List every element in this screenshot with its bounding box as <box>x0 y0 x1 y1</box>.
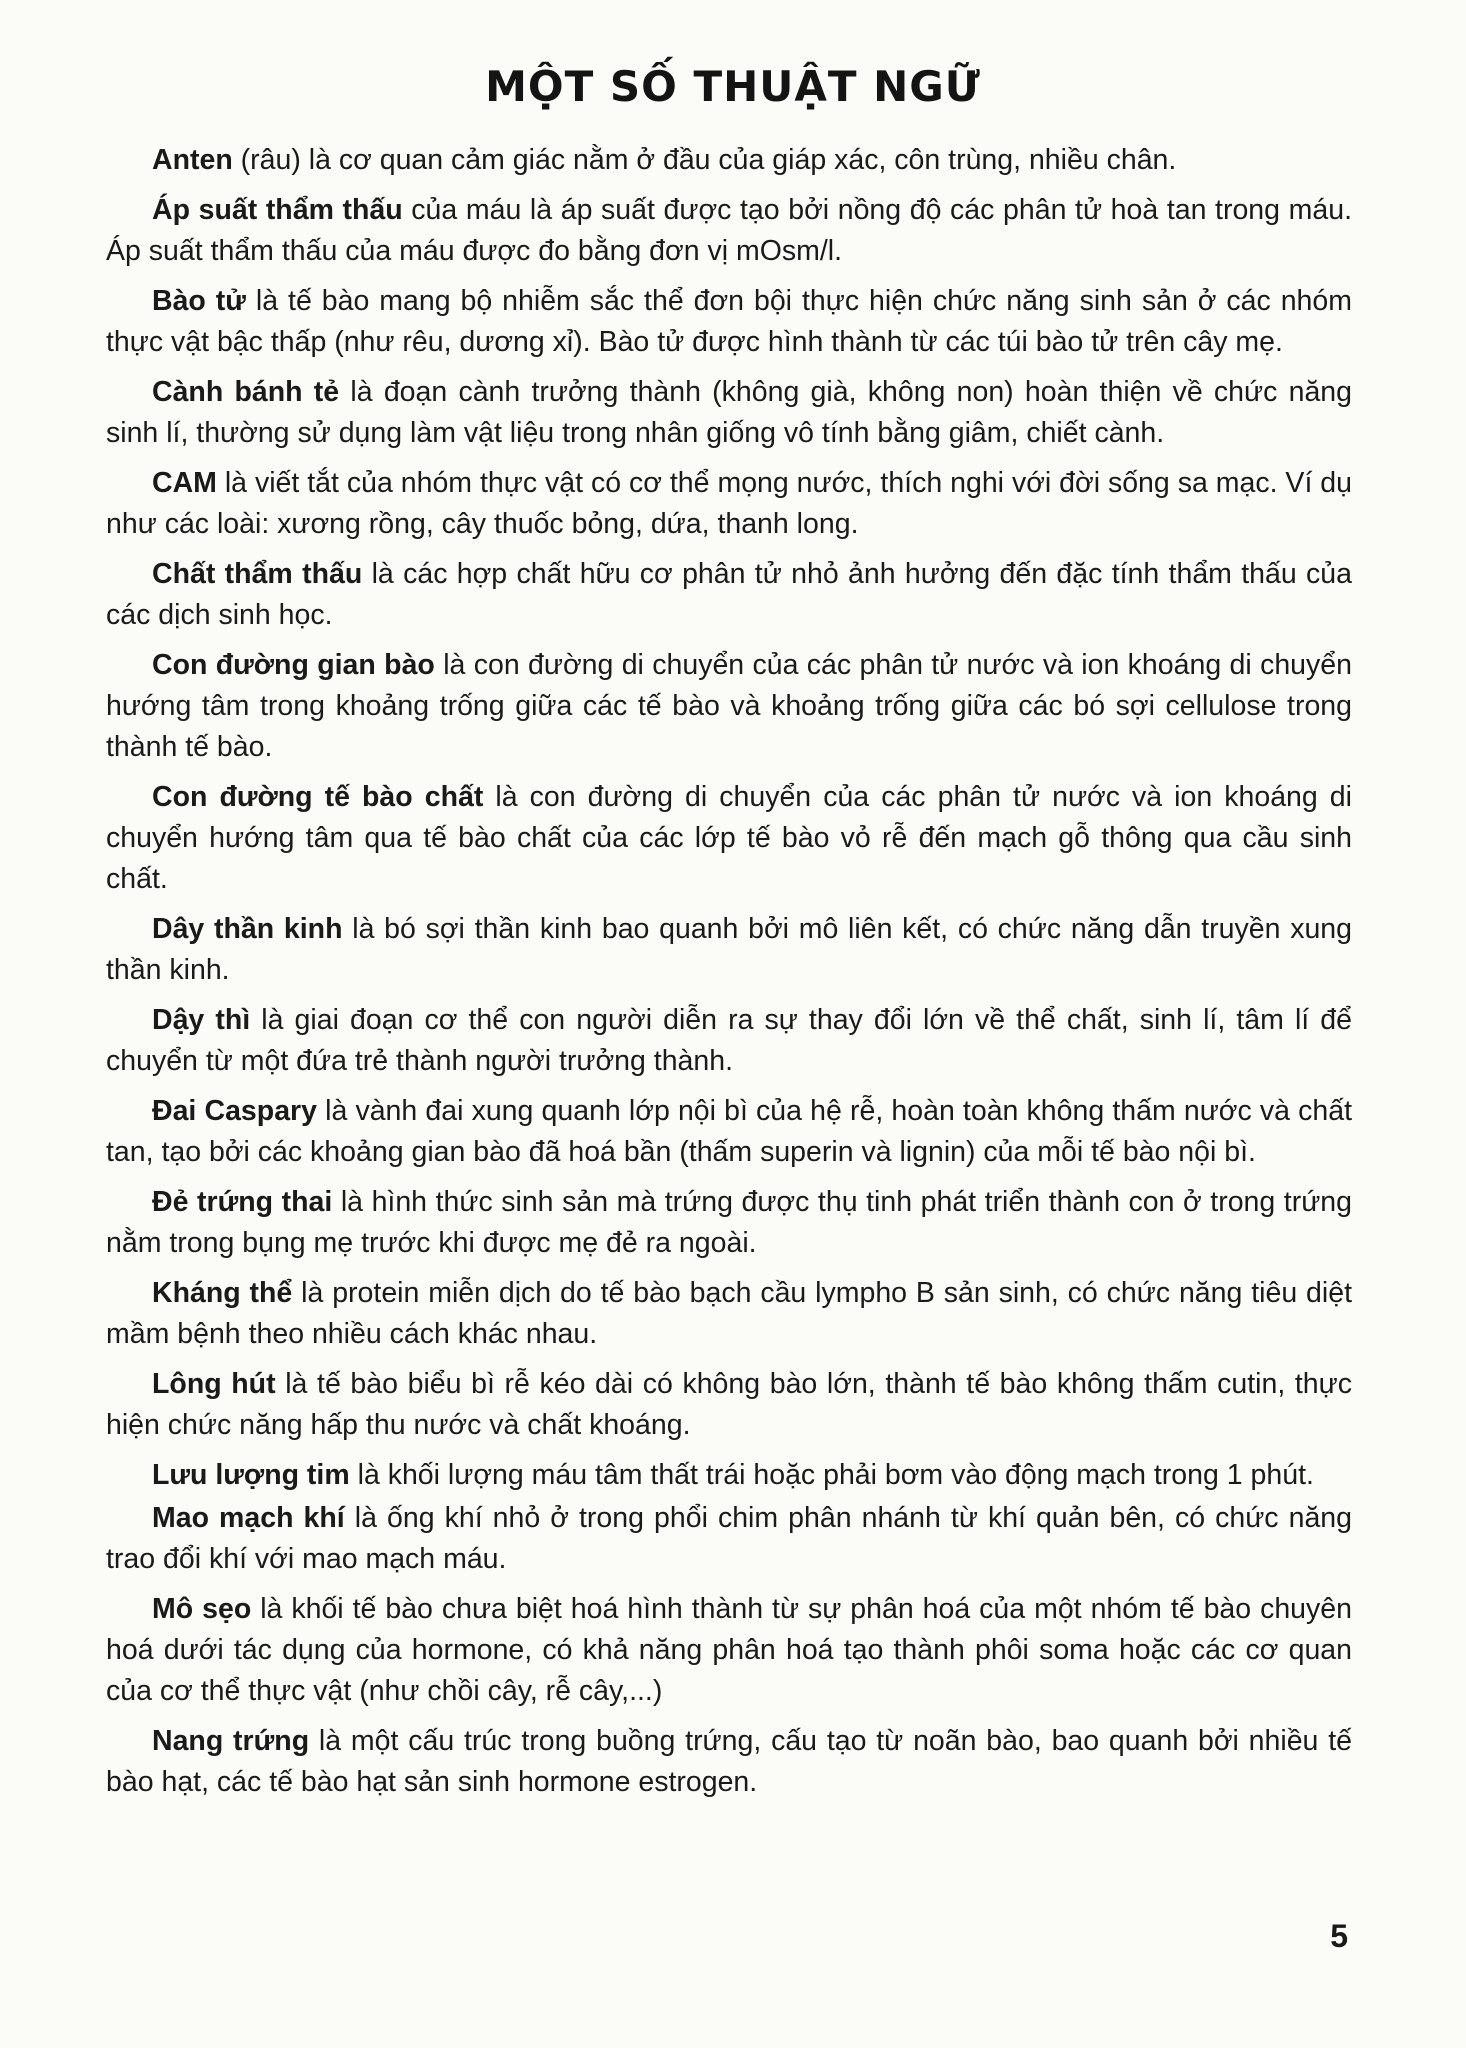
glossary-entry-day-thi <box>106 1000 1352 1082</box>
glossary-term: Mao mạch khí <box>152 1502 345 1534</box>
glossary-term: Bào tử <box>152 285 246 317</box>
glossary-term: Đẻ trứng thai <box>152 1186 333 1218</box>
glossary-term: Nang trứng <box>152 1725 310 1757</box>
glossary-term: Con đường gian bào <box>152 649 435 681</box>
glossary-definition: là các hợp chất hữu cơ phân tử nhỏ ảnh hưởng đến đặc tính thẩm thấu của các dịch sinh học. <box>106 558 1352 631</box>
glossary-term: Lông hút <box>152 1368 276 1400</box>
glossary-entry-con-duong-te-bao-chat <box>106 777 1352 900</box>
glossary-term: Chất thẩm thấu <box>152 558 363 590</box>
glossary-definition: là vành đai xung quanh lớp nội bì của hệ rễ, hoàn toàn không thấm nước và chất tan, tạo bởi các khoảng gian bào đã hoá bần (thấm superin và lignin) của mỗi tế bào nội bì. <box>106 1095 1352 1168</box>
glossary-entry-bao-tu <box>106 281 1352 363</box>
glossary-entry-long-hut <box>106 1364 1352 1446</box>
page-title: MỘT SỐ THUẬT NGỮ <box>485 62 981 111</box>
glossary-definition: là bó sợi thần kinh bao quanh bởi mô liên kết, có chức năng dẫn truyền xung thần kinh. <box>106 913 1353 986</box>
glossary-entry-cam <box>106 463 1352 545</box>
glossary-definition: là con đường di chuyển của các phân tử nước và ion khoáng di chuyển hướng tâm trong khoảng trống giữa các tế bào và khoảng trống giữa các bó sợi cellulose trong thành tế bào. <box>106 649 1352 763</box>
glossary-definition: là protein miễn dịch do tế bào bạch cầu lympho B sản sinh, có chức năng tiêu diệt mầm bệnh theo nhiều cách khác nhau. <box>106 1277 1352 1350</box>
glossary-entry-dai-caspary <box>106 1091 1352 1173</box>
glossary-term: Lưu lượng tim <box>152 1459 350 1491</box>
glossary-definition: là khối lượng máu tâm thất trái hoặc phải bơm vào động mạch trong 1 phút. <box>349 1459 1314 1491</box>
glossary-entry-mao-mach-khi <box>106 1498 1352 1580</box>
glossary-term: Dây thần kinh <box>152 913 343 945</box>
glossary-definition: là con đường di chuyển của các phân tử nước và ion khoáng di chuyển hướng tâm qua tế bào chất của các lớp tế bào vỏ rễ đến mạch gỗ thông qua cầu sinh chất. <box>106 781 1352 895</box>
glossary-entry-day-than-kinh <box>106 909 1352 991</box>
glossary-entry-canh-banh-te <box>106 372 1352 454</box>
glossary-entry-nang-trung <box>106 1721 1352 1803</box>
glossary-entry-khang-the <box>106 1273 1352 1355</box>
glossary-term: Anten <box>152 144 233 176</box>
glossary-definition: là viết tắt của nhóm thực vật có cơ thể mọng nước, thích nghi với đời sống sa mạc. Ví dụ như các loài: xương rồng, cây thuốc bỏng, dứa, thanh long. <box>106 467 1352 540</box>
glossary-definition: là tế bào mang bộ nhiễm sắc thể đơn bội thực hiện chức năng sinh sản ở các nhóm thực vật bậc thấp (như rêu, dương xỉ). Bào tử được hình thành từ các túi bào tử trên cây mẹ. <box>106 285 1352 358</box>
glossary-term: Kháng thể <box>152 1277 293 1309</box>
glossary-body <box>106 140 1352 1812</box>
glossary-definition: (râu) là cơ quan cảm giác nằm ở đầu của giáp xác, côn trùng, nhiều chân. <box>232 144 1177 176</box>
glossary-definition: là đoạn cành trưởng thành (không già, không non) hoàn thiện về chức năng sinh lí, thường sử dụng làm vật liệu trong nhân giống vô tính bằng giâm, chiết cành. <box>106 376 1352 449</box>
glossary-definition: của máu là áp suất được tạo bởi nồng độ các phân tử hoà tan trong máu. Áp suất thẩm thấu của máu được đo bằng đơn vị mOsm/l. <box>106 194 1352 267</box>
glossary-entry-con-duong-gian-bao <box>106 645 1352 768</box>
glossary-entry-anten <box>106 140 1352 181</box>
glossary-definition: là hình thức sinh sản mà trứng được thụ tinh phát triển thành con ở trong trứng nằm trong bụng mẹ trước khi được mẹ đẻ ra ngoài. <box>106 1186 1352 1259</box>
glossary-definition: là một cấu trúc trong buồng trứng, cấu tạo từ noãn bào, bao quanh bởi nhiều tế bào hạt, các tế bào hạt sản sinh hormone estrogen. <box>106 1725 1352 1798</box>
glossary-term: Dậy thì <box>152 1004 251 1036</box>
glossary-definition: là tế bào biểu bì rễ kéo dài có không bào lớn, thành tế bào không thấm cutin, thực hiện chức năng hấp thu nước và chất khoáng. <box>106 1368 1352 1441</box>
glossary-term: CAM <box>152 467 217 499</box>
glossary-entry-chat-tham-thau <box>106 554 1352 636</box>
glossary-term: Con đường tế bào chất <box>152 781 484 813</box>
glossary-term: Mô sẹo <box>152 1593 252 1625</box>
glossary-entry-de-trung-thai <box>106 1182 1352 1264</box>
glossary-definition: là khối tế bào chưa biệt hoá hình thành từ sự phân hoá của một nhóm tế bào chuyên hoá dưới tác dụng của hormone, có khả năng phân hoá tạo thành phôi soma hoặc các cơ quan của cơ thể thực vật (như chồi cây, rễ cây,...) <box>106 1593 1352 1707</box>
glossary-term: Đai Caspary <box>152 1095 317 1127</box>
glossary-term: Áp suất thẩm thấu <box>152 194 403 226</box>
glossary-term: Cành bánh tẻ <box>152 376 340 408</box>
glossary-entry-mo-seo <box>106 1589 1352 1712</box>
glossary-entry-luu-luong-tim <box>106 1455 1352 1496</box>
glossary-definition: là ống khí nhỏ ở trong phổi chim phân nhánh từ khí quản bên, có chức năng trao đổi khí với mao mạch máu. <box>106 1502 1353 1575</box>
glossary-definition: là giai đoạn cơ thể con người diễn ra sự thay đổi lớn về thể chất, sinh lí, tâm lí để chuyển từ một đứa trẻ thành người trưởng thành. <box>106 1004 1352 1077</box>
page-number: 5 <box>1330 1918 1348 1954</box>
glossary-entry-ap-suat-tham-thau <box>106 190 1352 272</box>
